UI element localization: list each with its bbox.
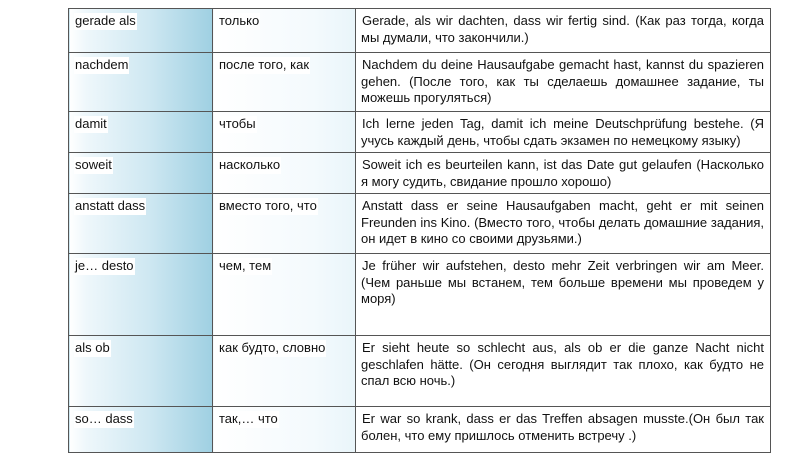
table-row (69, 153, 771, 194)
russian-translation-cell (213, 9, 356, 53)
example-cell (356, 9, 771, 53)
russian-translation-cell (213, 153, 356, 194)
german-conjunction: nachdem (75, 57, 129, 72)
russian-translation-cell (213, 194, 356, 254)
russian-translation: вместо того, что (219, 198, 317, 213)
example-sentence: Er war so krank, dass er das Treffen absagen musste.(Он был так болен, что ему пришлось отменить встречу .) (361, 411, 764, 443)
german-conjunction-cell (69, 254, 213, 336)
german-conjunction-cell (69, 336, 213, 407)
example-cell (356, 53, 771, 112)
example-sentence: Ich lerne jeden Tag, damit ich meine Deutschprüfung bestehe. (Я учусь каждый день, чтобы сдать экзамен по немецкому языку) (361, 116, 764, 148)
example-sentence: Gerade, als wir dachten, dass wir fertig sind. (Как раз тогда, когда мы думали, что закончили.) (361, 13, 764, 45)
example-sentence: Anstatt dass er seine Hausaufgaben macht, geht er mit seinen Freunden ins Kino. (Вместо того, чтобы делать домашние задания, он идет в кино со своими друзьями.) (361, 198, 764, 246)
german-conjunction: damit (75, 116, 107, 131)
table-row (69, 194, 771, 254)
german-conjunction: so… dass (75, 411, 133, 426)
russian-translation: после того, как (219, 57, 310, 72)
russian-translation-cell (213, 254, 356, 336)
example-sentence: Je früher wir aufstehen, desto mehr Zeit verbringen wir am Meer. (Чем раньше мы встанем, тем больше времени мы проведем у моря) (361, 258, 764, 306)
german-conjunction: als ob (75, 340, 110, 355)
german-conjunction-cell (69, 153, 213, 194)
russian-translation: как будто, словно (219, 340, 326, 355)
german-conjunction: anstatt dass (75, 198, 146, 213)
russian-translation: чем, тем (219, 258, 272, 273)
example-cell (356, 254, 771, 336)
russian-translation: насколько (219, 157, 281, 172)
russian-translation-cell (213, 336, 356, 407)
german-conjunction: je… desto (75, 258, 134, 273)
example-cell (356, 336, 771, 407)
russian-translation: так,… что (219, 411, 278, 426)
german-conjunction-cell (69, 194, 213, 254)
table-row (69, 53, 771, 112)
table-row (69, 336, 771, 407)
german-conjunction-cell (69, 407, 213, 453)
russian-translation-cell (213, 112, 356, 153)
russian-translation: только (219, 13, 260, 28)
table-row (69, 9, 771, 53)
german-conjunction: soweit (75, 157, 112, 172)
example-cell (356, 112, 771, 153)
example-sentence: Nachdem du deine Hausaufgabe gemacht hast, kannst du spazieren gehen. (После того, как ты сделаешь домашнее задание, ты можешь прогуляться) (361, 57, 764, 105)
russian-translation-cell (213, 407, 356, 453)
russian-translation-cell (213, 53, 356, 112)
table-row (69, 407, 771, 453)
russian-translation: чтобы (219, 116, 256, 131)
table-row (69, 112, 771, 153)
example-cell (356, 153, 771, 194)
german-conjunction: gerade als (75, 13, 136, 28)
example-sentence: Soweit ich es beurteilen kann, ist das Date gut gelaufen (Насколько я могу судить, свидание прошло хорошо) (361, 157, 764, 189)
german-conjunction-cell (69, 9, 213, 53)
german-conjunction-cell (69, 112, 213, 153)
example-cell (356, 194, 771, 254)
example-sentence: Er sieht heute so schlecht aus, als ob er die ganze Nacht nicht geschlafen hätte. (Он сегодня выглядит так плохо, как будто не спал всю ночь.) (361, 340, 764, 388)
conjunctions-table (68, 8, 771, 453)
german-conjunction-cell (69, 53, 213, 112)
table-row (69, 254, 771, 336)
example-cell (356, 407, 771, 453)
